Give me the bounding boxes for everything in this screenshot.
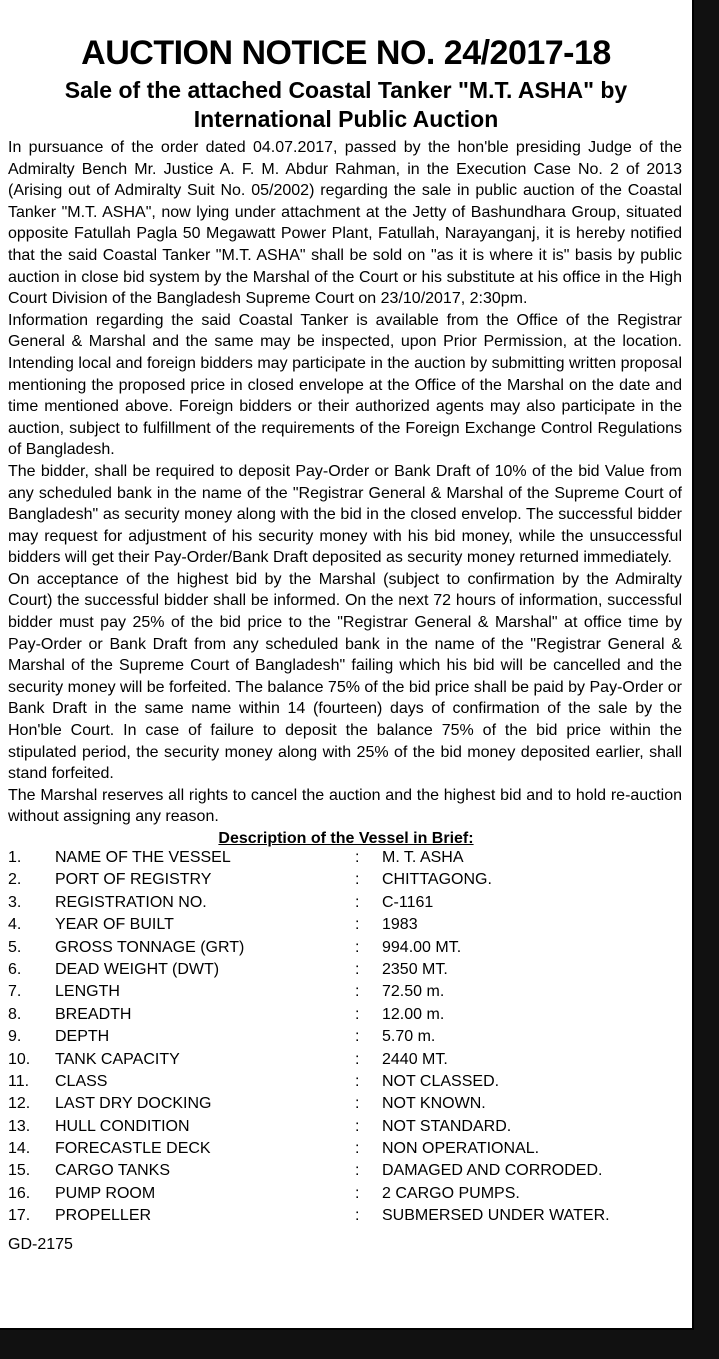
row-separator: : <box>355 983 360 1001</box>
row-value: 2350 MT. <box>382 960 448 978</box>
row-value: C-1161 <box>382 893 434 911</box>
row-value: 994.00 MT. <box>382 938 462 956</box>
row-number: 2. <box>8 871 22 889</box>
row-separator: : <box>355 1184 360 1202</box>
row-number: 10. <box>8 1050 31 1068</box>
row-separator: : <box>355 1207 360 1225</box>
vessel-description-table <box>8 849 682 1230</box>
paragraph: The Marshal reserves all rights to cancel the auction and the highest bid and to hold re-auction without assigning any reason. <box>8 786 682 826</box>
row-field: BREADTH <box>55 1005 132 1023</box>
row-number: 7. <box>8 983 22 1001</box>
row-separator: : <box>355 1005 360 1023</box>
row-separator: : <box>355 916 360 934</box>
row-number: 12. <box>8 1095 31 1113</box>
row-field: LENGTH <box>55 983 120 1001</box>
row-field: DEAD WEIGHT (DWT) <box>55 960 220 978</box>
row-number: 17. <box>8 1207 31 1225</box>
row-number: 11. <box>8 1072 30 1090</box>
row-value: 1983 <box>382 916 418 934</box>
row-value: NOT STANDARD. <box>382 1117 512 1135</box>
notice-subtitle: Sale of the attached Coastal Tanker "M.T. ASHA" by International Public Auction <box>64 77 628 132</box>
vessel-description-heading: Description of the Vessel in Brief: <box>218 830 474 847</box>
row-value: NON OPERATIONAL. <box>382 1140 540 1158</box>
row-field: NAME OF THE VESSEL <box>55 849 231 866</box>
row-value: SUBMERSED UNDER WATER. <box>382 1207 610 1225</box>
table-row <box>8 1028 682 1050</box>
row-number: 13. <box>8 1117 31 1135</box>
notice-body <box>8 137 682 828</box>
row-value: 12.00 m. <box>382 1005 445 1023</box>
paragraph: Information regarding the said Coastal Tanker is available from the Office of the Registrar General & Marshal and the same may be inspected, upon Prior Permission, at the location. Intending local and foreign bidders may participate in the auction by submitting written proposal mentioning the proposed price in closed envelope at the Office of the Marshal on the date and time mentioned above. Foreign bidders or their authorized agents may also participate in the auction, subject to fulfillment of the requirements of the Foreign Exchange Control Regulations of Bangladesh. <box>8 311 682 459</box>
row-value: M. T. ASHA <box>382 849 464 866</box>
row-separator: : <box>355 1140 360 1158</box>
row-number: 8. <box>8 1005 22 1023</box>
row-number: 16. <box>8 1184 31 1202</box>
row-field: TANK CAPACITY <box>55 1050 180 1068</box>
row-field: DEPTH <box>55 1028 110 1046</box>
table-row <box>8 1162 682 1184</box>
table-row <box>8 939 682 961</box>
row-value: CHITTAGONG. <box>382 871 492 889</box>
row-value: DAMAGED AND CORRODED. <box>382 1162 603 1180</box>
row-field: PORT OF REGISTRY <box>55 871 212 889</box>
row-separator: : <box>355 1095 360 1113</box>
table-row <box>8 961 682 983</box>
row-separator: : <box>355 871 360 889</box>
row-value: NOT CLASSED. <box>382 1072 500 1090</box>
table-row <box>8 894 682 916</box>
row-field: LAST DRY DOCKING <box>55 1095 212 1113</box>
row-value: 2 CARGO PUMPS. <box>382 1184 520 1202</box>
row-separator: : <box>355 1072 360 1090</box>
row-field: REGISTRATION NO. <box>55 893 207 911</box>
row-field: CLASS <box>55 1072 108 1090</box>
table-row <box>8 849 682 871</box>
table-row <box>8 1006 682 1028</box>
row-separator: : <box>355 1162 360 1180</box>
row-separator: : <box>355 1050 360 1068</box>
table-row <box>8 1051 682 1073</box>
row-number: 9. <box>8 1028 22 1046</box>
row-separator: : <box>355 960 360 978</box>
notice-title: AUCTION NOTICE NO. 24/2017-18 <box>81 34 611 72</box>
row-field: CARGO TANKS <box>55 1162 170 1180</box>
row-number: 15. <box>8 1162 31 1180</box>
table-row <box>8 1095 682 1117</box>
row-field: GROSS TONNAGE (GRT) <box>55 938 245 956</box>
paragraph: The bidder, shall be required to deposit Pay-Order or Bank Draft of 10% of the bid Value from any scheduled bank in the name of the "Registrar General & Marshal of the Supreme Court of Bangladesh" as security money along with the bid in the closed envelop. The successful bidder may request for adjustment of his security money with his bid money, while the unsuccessful bidders will get their Pay-Order/Bank Draft deposited as security money returned immediately. <box>8 462 682 567</box>
row-field: YEAR OF BUILT <box>55 916 174 934</box>
table-row <box>8 916 682 938</box>
table-row <box>8 1185 682 1207</box>
paragraph: In pursuance of the order dated 04.07.2017, passed by the hon'ble presiding Judge of the Admiralty Bench Mr. Justice A. F. M. Abdur Rahman, in the Execution Case No. 2 of 2013 (Arising out of Admiralty Suit No. 05/2002) regarding the sale in public auction of the Coastal Tanker "M.T. ASHA", now lying under attachment at the Jetty of Bashundhara Group, situated opposite Fatullah Pagla 50 Megawatt Power Plant, Fatullah, Narayanganj, it is hereby notified that the said Coastal Tanker "M.T. ASHA" shall be sold on "as it is where it is" basis by public auction in close bid system by the Marshal of the Court or his substitute at his office in the High Court Division of the Bangladesh Supreme Court on 23/10/2017, 2:30pm. <box>8 139 682 308</box>
row-value: 2440 MT. <box>382 1050 448 1068</box>
table-row <box>8 1118 682 1140</box>
reference-code: GD-2175 <box>8 1235 73 1253</box>
row-number: 1. <box>8 849 22 866</box>
row-number: 14. <box>8 1140 31 1158</box>
row-separator: : <box>355 1117 360 1135</box>
row-number: 6. <box>8 960 22 978</box>
table-row <box>8 1073 682 1095</box>
row-separator: : <box>355 893 360 911</box>
table-row <box>8 871 682 893</box>
row-field: FORECASTLE DECK <box>55 1140 211 1158</box>
row-field: PUMP ROOM <box>55 1184 156 1202</box>
row-field: PROPELLER <box>55 1207 152 1225</box>
table-row <box>8 1207 682 1229</box>
row-field: HULL CONDITION <box>55 1117 190 1135</box>
table-row <box>8 983 682 1005</box>
row-number: 5. <box>8 938 22 956</box>
row-value: 72.50 m. <box>382 983 445 1001</box>
paragraph: On acceptance of the highest bid by the Marshal (subject to confirmation by the Admiralty Court) the successful bidder shall be informed. On the next 72 hours of information, successful bidder must pay 25% of the bid price to the "Registrar General & Marshal" at office time by Pay-Order or Bank Draft from any scheduled bank in the name of the "Registrar General & Marshal of the Supreme Court of Bangladesh" failing which his bid will be cancelled and the security money will be forfeited. The balance 75% of the bid price shall be paid by Pay-Order or Bank Draft in the same name within 14 (fourteen) days of confirmation of the sale by the Hon'ble Court. In case of failure to deposit the balance 75% of the bid price within the stipulated period, the security money along with 25% of the bid money deposited earlier, shall stand forfeited. <box>8 570 682 783</box>
row-separator: : <box>355 1028 360 1046</box>
row-value: 5.70 m. <box>382 1028 436 1046</box>
row-number: 4. <box>8 916 22 934</box>
row-number: 3. <box>8 893 22 911</box>
row-value: NOT KNOWN. <box>382 1095 486 1113</box>
row-separator: : <box>355 849 360 866</box>
row-separator: : <box>355 938 360 956</box>
table-row <box>8 1140 682 1162</box>
